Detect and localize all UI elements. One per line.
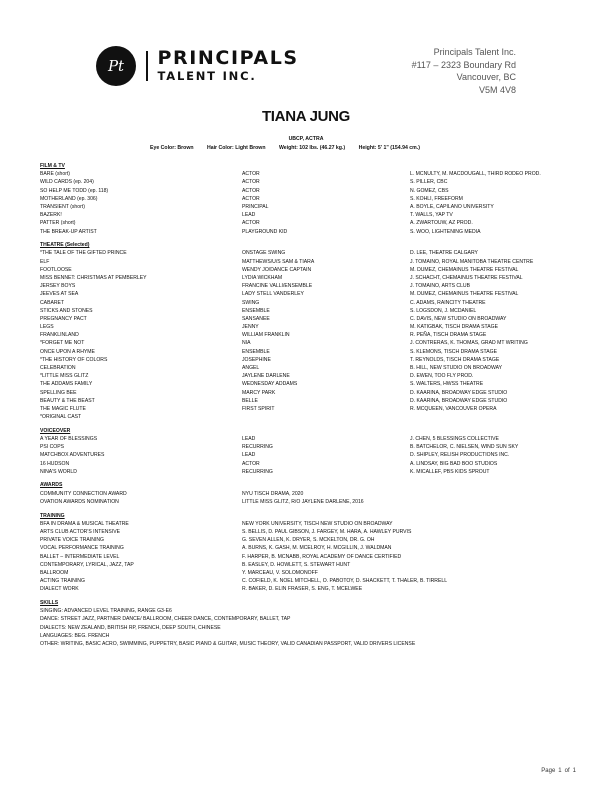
- credit-role: LADY STELL VANDERLEY: [242, 291, 304, 298]
- skill-line: SINGING: ADVANCED LEVEL TRAINING, RANGE G3-E6: [40, 608, 172, 615]
- eye-color: Eye Color: Brown: [150, 145, 194, 151]
- credit-company: R. MCQUEEN, VANCOUVER OPERA: [410, 405, 497, 412]
- credit-company: B. HILL, NEW STUDIO ON BROADWAY: [410, 365, 502, 372]
- credit-row: [40, 536, 585, 544]
- credit-title: BALLROOM: [40, 569, 69, 576]
- credit-row: [40, 178, 585, 186]
- credit-row: [40, 413, 585, 421]
- credit-title: TRANSIENT (short): [40, 203, 85, 210]
- credit-role: ENSEMBLE: [242, 307, 270, 314]
- credit-row: [40, 380, 585, 388]
- credit-row: [40, 528, 585, 536]
- credit-role: ANGEL: [242, 365, 260, 372]
- credit-row: [40, 170, 585, 178]
- credit-role: ACTOR: [242, 460, 260, 467]
- credit-company: J. SCHACHT, CHEMAINUS THEATRE FESTIVAL: [410, 274, 523, 281]
- credit-role: WILLIAM FRANKLIN: [242, 332, 290, 339]
- address-line: Vancouver, BC: [456, 72, 516, 82]
- credit-row: [40, 561, 585, 569]
- credit-title: OVATION AWARDS NOMINATION: [40, 498, 119, 505]
- of-label: of: [564, 768, 570, 774]
- logo-wordmark: [158, 49, 299, 83]
- credit-company: S. WALTERS, HWSS THEATRE: [410, 381, 484, 388]
- credit-title: MATCHBOX ADVENTURES: [40, 452, 105, 459]
- logo-monogram: Pt: [96, 46, 136, 86]
- credit-company: R. PEÑA, TISCH DRAMA STAGE: [410, 332, 487, 339]
- credit-company: K. MICALLEF, PBS KIDS SPROUT: [410, 468, 490, 475]
- credit-title: 16 HUDSON: [40, 460, 70, 467]
- credit-row: [40, 443, 585, 451]
- credit-company: S. LOGSDON, J. MCDANIEL: [410, 307, 477, 314]
- credit-title: *THE HISTORY OF COLORS: [40, 356, 108, 363]
- credit-company: J. TOMAINO, ROYAL MANITOBA THEATRE CENTRE: [410, 258, 534, 265]
- credit-role: SWING: [242, 299, 260, 306]
- credit-row: [40, 397, 585, 405]
- credit-role: LEAD: [242, 452, 256, 459]
- credit-role: G. SEVEN ALLEN, K. DRYER, S. MCKELTON, DR. G. OH: [242, 537, 375, 544]
- credit-row: [40, 468, 585, 476]
- agency-address: [412, 46, 516, 96]
- credit-company: T. REYNOLDS, TISCH DRAMA STAGE: [410, 356, 500, 363]
- credit-title: A YEAR OF BLESSINGS: [40, 436, 98, 443]
- credit-row: [40, 520, 585, 528]
- logo-divider: [146, 51, 148, 81]
- credit-row: [40, 490, 585, 498]
- credit-row: [40, 249, 585, 257]
- weight: Weight: 102 lbs. (46.27 kg.): [278, 145, 346, 151]
- credit-title: SPELLING BEE: [40, 389, 77, 396]
- credit-row: [40, 274, 585, 282]
- credit-role: PRINCIPAL: [242, 203, 269, 210]
- credit-role: NYU TISCH DRAMA, 2020: [242, 490, 304, 497]
- credit-role: C. COFIELD, K. NOEL MITCHELL, O. PABOTOY, D. SHACKETT, T. THALER, B. TIRRELL: [242, 578, 448, 585]
- credit-company: D. SHIPLEY, RELISH PRODUCTIONS INC.: [410, 452, 510, 459]
- credit-role: ACTOR: [242, 171, 260, 178]
- section-voiceover: [40, 427, 585, 476]
- section-title: AWARDS: [40, 482, 63, 489]
- credit-role: R. BAKER, D. ELIN FRASER, S. ENG, T. MCELWEE: [242, 586, 363, 593]
- credit-role: FIRST SPIRIT: [242, 405, 275, 412]
- credit-row: [40, 187, 585, 195]
- physical-stats: [150, 145, 432, 151]
- credit-row: [40, 315, 585, 323]
- credit-row: [40, 460, 585, 468]
- credit-title: SO HELP ME TODD (ep. 118): [40, 187, 109, 194]
- credit-title: CELEBRATION: [40, 365, 76, 372]
- credit-title: MISS BENNET: CHRISTMAS AT PEMBERLEY: [40, 274, 147, 281]
- credit-title: LEGS: [40, 324, 54, 331]
- credit-company: T. WALLS, YAP TV: [410, 212, 453, 219]
- credit-row: [40, 498, 585, 506]
- credit-title: BALLET – INTERMEDIATE LEVEL: [40, 553, 120, 560]
- logo-line-1: PRINCIPALS: [157, 47, 299, 70]
- credit-title: PSI COPS: [40, 444, 65, 451]
- credit-role: WENDY JO/DANCE CAPTAIN: [242, 266, 312, 273]
- credit-row: [40, 323, 585, 331]
- credit-role: A. BURNS, K. GASH, M. MCELROY, H. MCGILLIN, J. WALDMAN: [242, 545, 392, 552]
- credit-row: [40, 195, 585, 203]
- credit-role: LEAD: [242, 212, 256, 219]
- credit-role: ONSTAGE SWING: [242, 250, 286, 257]
- credit-title: DIALECT WORK: [40, 586, 79, 593]
- skill-line: LANGUAGES: BEG. FRENCH: [40, 632, 110, 639]
- credit-title: JERSEY BOYS: [40, 283, 76, 290]
- credit-row: [40, 356, 585, 364]
- credit-role: Y. MARCEAU, V. SOLOMONOFF: [242, 569, 318, 576]
- credit-row: [40, 299, 585, 307]
- credit-title: ACTING TRAINING: [40, 578, 85, 585]
- credit-title: FRANKLINLAND: [40, 332, 79, 339]
- credit-row: [40, 569, 585, 577]
- credit-company: S. KLEMONS, TISCH DRAMA STAGE: [410, 348, 497, 355]
- credit-title: PRIVATE VOICE TRAINING: [40, 537, 104, 544]
- credit-title: *FORGET ME NOT: [40, 340, 85, 347]
- credit-company: M. DUMEZ, CHEMAINUS THEATRE FESTIVAL: [410, 291, 519, 298]
- section-title: FILM & TV: [40, 163, 65, 169]
- height: Height: 5' 1" (154.94 cm.): [358, 145, 420, 151]
- credit-company: M. DUMEZ, CHEMAINUS THEATRE FESTIVAL: [410, 266, 519, 273]
- section-training: [40, 512, 585, 594]
- credit-title: FOOTLOOSE: [40, 266, 72, 273]
- skill-line: DIALECTS: NEW ZEALAND, BRITISH RP, FRENCH, DEEP SOUTH, CHINESE: [40, 624, 221, 631]
- credit-role: LYDIA WICKHAM: [242, 274, 283, 281]
- credit-title: BFA IN DRAMA & MUSICAL THEATRE: [40, 520, 129, 527]
- credit-company: D. LEE, THEATRE CALGARY: [410, 250, 478, 257]
- credit-row: [40, 585, 585, 593]
- credit-row: [40, 331, 585, 339]
- credit-company: A. ZWARTOUW, AZ PROD.: [410, 220, 473, 227]
- section-film-tv: [40, 162, 585, 236]
- credit-role: LITTLE MISS GLITZ, R/O JAYLENE DARLENE, 2016: [242, 498, 364, 505]
- performer-name: TIANA JUNG: [261, 108, 351, 125]
- credit-row: [40, 211, 585, 219]
- credit-company: A. LINDSAY, BIG BAD BOO STUDIOS: [410, 460, 498, 467]
- credit-role: ACTOR: [242, 220, 260, 227]
- credit-row: [40, 389, 585, 397]
- credit-row: [40, 228, 585, 236]
- credit-company: D. KAARINA, BROADWAY EDGE STUDIO: [410, 389, 508, 396]
- page-label: Page: [541, 768, 556, 774]
- credit-role: MARCY PARK: [242, 389, 276, 396]
- credit-title: *THE TALE OF THE GIFTED PRINCE: [40, 250, 127, 257]
- agency-logo: [96, 46, 299, 86]
- credit-title: BARE (short): [40, 171, 71, 178]
- credit-title: ELF: [40, 258, 50, 265]
- credit-company: S. WOO, LIGHTENING MEDIA: [410, 228, 481, 235]
- credit-title: CONTEMPORARY, LYRICAL, JAZZ, TAP: [40, 561, 134, 568]
- credit-role: B. EASLEY, D. HOWLETT, S. STEWART HUNT: [242, 561, 351, 568]
- credit-company: M. KATIGBAK, TISCH DRAMA STAGE: [410, 324, 499, 331]
- page-footer: [538, 768, 576, 774]
- credit-role: S. BELLIS, D. PAUL GIBSON, J. FARGEY, M. HARA, A. HAWLEY PURVIS: [242, 528, 412, 535]
- credit-role: WEDNESDAY ADDAMS: [242, 381, 298, 388]
- address-line: Principals Talent Inc.: [433, 47, 516, 57]
- credit-role: RECURRING: [242, 444, 273, 451]
- credit-title: *ORIGINAL CAST: [40, 414, 82, 421]
- skill-line: OTHER: WRITING, BASIC ACRO, SWIMMING, PUPPETRY, BASIC PIANO & GUITAR, MUSIC THEORY, VALID CANADIAN PASSPORT, VALID DRIVERS LICENSE: [40, 640, 416, 647]
- credit-title: VOCAL PERFORMANCE TRAINING: [40, 545, 124, 552]
- credit-row: [40, 435, 585, 443]
- credit-row: [40, 405, 585, 413]
- credit-role: JAYLENE DARLENE: [242, 373, 290, 380]
- section-title: THEATRE (Selected): [40, 242, 90, 249]
- credit-role: ACTOR: [242, 187, 260, 194]
- credit-title: COMMUNITY CONNECTION AWARD: [40, 490, 127, 497]
- credit-company: D. KAARINA, BROADWAY EDGE STUDIO: [410, 397, 508, 404]
- hair-color: Hair Color: Light Brown: [206, 145, 266, 151]
- section-title: SKILLS: [40, 599, 59, 606]
- section-awards: [40, 481, 585, 506]
- credit-role: PLAYGROUND KID: [242, 228, 288, 235]
- credit-role: FRANCINE VALLI/ENSEMBLE: [242, 283, 313, 290]
- union-affiliation: UBCP, ACTRA: [288, 136, 324, 142]
- credit-company: S. KOHLI, FREEFORM: [410, 195, 463, 202]
- credit-company: J. TOMAINO, ARTS CLUB: [410, 283, 471, 290]
- credit-role: JENNY: [242, 324, 259, 331]
- credit-company: D. EWEN, TOO FLY PROD.: [410, 373, 474, 380]
- section-title: VOICEOVER: [40, 427, 71, 434]
- credit-role: NEW YORK UNIVERSITY, TISCH NEW STUDIO ON BROADWAY: [242, 520, 393, 527]
- section-skills: [40, 599, 585, 648]
- credit-role: RECURRING: [242, 468, 273, 475]
- credit-row: [40, 282, 585, 290]
- credit-row: [40, 348, 585, 356]
- page-number: 1: [558, 768, 562, 774]
- resume-body: [40, 162, 585, 654]
- page-total: 1: [572, 768, 576, 774]
- address-line: #117 – 2323 Boundary Rd: [411, 59, 516, 70]
- credit-row: [40, 544, 585, 552]
- credit-title: THE ADDAMS FAMILY: [40, 381, 93, 388]
- credit-row: [40, 307, 585, 315]
- credit-row: [40, 203, 585, 211]
- credit-title: THE BREAK-UP ARTIST: [40, 228, 97, 235]
- credit-company: S. PILLER, CBC: [410, 179, 448, 186]
- credit-row: [40, 577, 585, 585]
- credit-title: ONCE UPON A RHYME: [40, 348, 95, 355]
- credit-title: NINA'S WORLD: [40, 468, 77, 475]
- credit-company: C. ADAMS, RAINCITY THEATRE: [410, 299, 486, 306]
- credit-company: J. CHEN, 5 BLESSINGS COLLECTIVE: [410, 436, 499, 443]
- credit-company: C. DAVIS, NEW STUDIO ON BROADWAY: [410, 315, 507, 322]
- credit-role: ACTOR: [242, 195, 260, 202]
- credit-row: [40, 258, 585, 266]
- credit-row: [40, 451, 585, 459]
- credit-role: MATTHEWS/U/S SAM & TIARA: [242, 258, 315, 265]
- credit-role: LEAD: [242, 436, 256, 443]
- credit-row: [40, 364, 585, 372]
- credit-row: [40, 339, 585, 347]
- credit-title: PREGNANCY PACT: [40, 315, 87, 322]
- credit-title: JEEVES AT SEA: [40, 291, 79, 298]
- credit-title: PATTER (short): [40, 220, 76, 227]
- credit-row: [40, 553, 585, 561]
- credit-role: JOSEPHINE: [242, 356, 271, 363]
- section-title: TRAINING: [40, 512, 65, 519]
- credit-company: N. GOMEZ, CBS: [410, 187, 449, 194]
- credit-row: [40, 266, 585, 274]
- credit-title: *LITTLE MISS GLITZ: [40, 373, 89, 380]
- logo-line-2: TALENT INC.: [157, 69, 257, 84]
- credit-role: BELLE: [242, 397, 258, 404]
- credit-role: SANSANEE: [242, 315, 270, 322]
- credit-title: WILD CARDS (ep. 204): [40, 179, 94, 186]
- credit-title: BAZERK!: [40, 212, 62, 219]
- credit-row: [40, 219, 585, 227]
- credit-title: STICKS AND STONES: [40, 307, 93, 314]
- credit-row: [40, 290, 585, 298]
- credit-role: ENSEMBLE: [242, 348, 270, 355]
- credit-company: L. MCNULTY, M. MACDOUGALL, THIRD RODEO PROD.: [410, 171, 541, 178]
- credit-company: J. CONTRERAS, K. THOMAS, GRAD MT WRITING: [410, 340, 528, 347]
- credit-title: BEAUTY & THE BEAST: [40, 397, 95, 404]
- address-line: V5M 4V8: [478, 84, 516, 95]
- credit-role: ACTOR: [242, 179, 260, 186]
- credit-row: [40, 372, 585, 380]
- section-theatre: [40, 241, 585, 421]
- credit-title: MOTHERLAND (ep. 306): [40, 195, 98, 202]
- credit-company: B. BATCHELOR, C. NIELSEN, WIND SUN SKY: [410, 444, 519, 451]
- credit-title: THE MAGIC FLUTE: [40, 405, 86, 412]
- credit-role: F. HARPER, B. MCNABB, ROYAL ACADEMY OF DANCE CERTIFIED: [242, 553, 402, 560]
- credit-title: ARTS CLUB ACTOR'S INTENSIVE: [40, 528, 121, 535]
- credit-company: A. BOYLE, CAPILANO UNIVERSITY: [410, 203, 494, 210]
- credit-role: NIA: [242, 340, 251, 347]
- skill-line: DANCE: STREET JAZZ, PARTNER DANCE/ BALLROOM, CHEER DANCE, CONTEMPORARY, BALLET, TAP: [40, 616, 291, 623]
- credit-title: CABARET: [40, 299, 65, 306]
